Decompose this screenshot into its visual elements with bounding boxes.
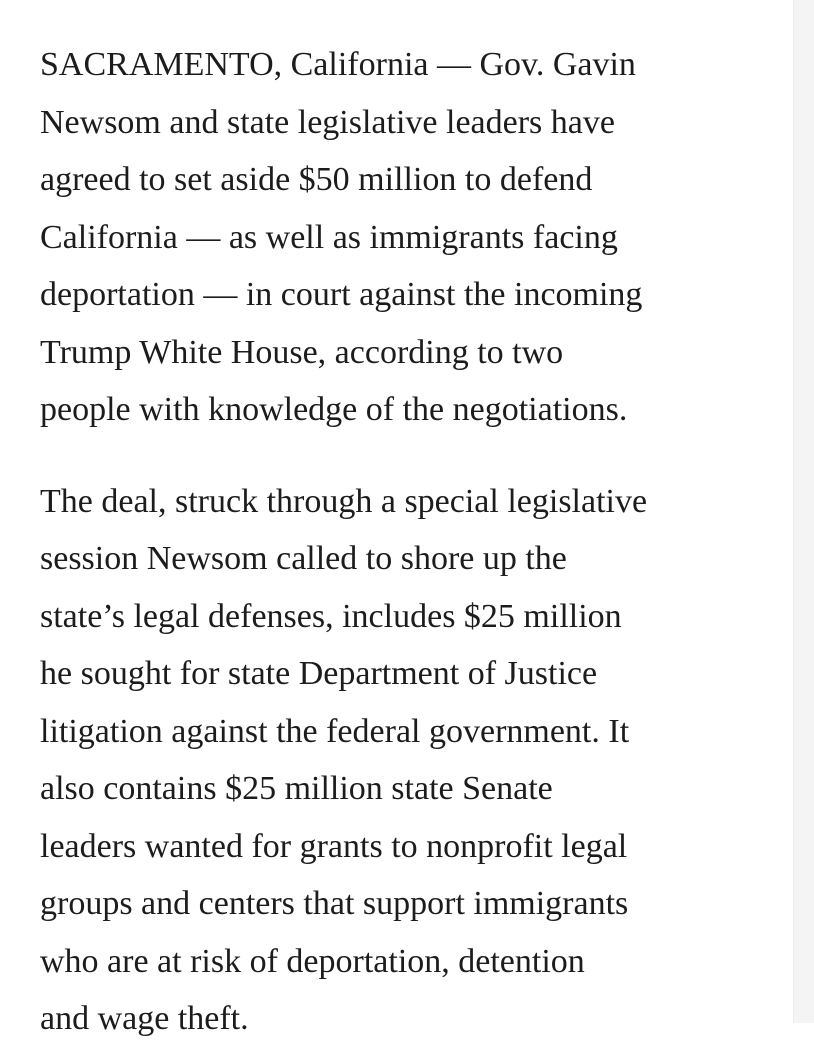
text-line: SACRAMENTO, California — Gov. Gavin (40, 46, 636, 83)
article-paragraph-2 (40, 473, 780, 1048)
text-line: he sought for state Department of Justice (40, 655, 598, 692)
text-line: state’s legal defenses, includes $25 million (40, 597, 622, 635)
text-line: people with knowledge of the negotiations. (40, 391, 628, 428)
text-line: deportation — in court against the incoming (40, 276, 643, 313)
text-line: groups and centers that support immigrants (40, 885, 629, 922)
text-line: agreed to set aside $50 million to defend (40, 161, 593, 198)
text-line: California — as well as immigrants facing (40, 218, 618, 256)
text-line: session Newsom called to shore up the (40, 540, 567, 577)
text-line: litigation against the federal government. It (40, 712, 630, 750)
paragraph-spacer (40, 439, 780, 473)
text-line: also contains $25 million state Senate (40, 770, 553, 807)
article-paragraph-1 (40, 36, 780, 439)
text-line: and wage theft. (40, 1000, 249, 1037)
text-line: Trump White House, according to two (40, 333, 564, 371)
text-line: The deal, struck through a special legislative (40, 482, 648, 520)
text-line: who are at risk of deportation, detention (40, 942, 585, 980)
article-body (40, 36, 780, 1048)
scrollbar-track[interactable] (793, 0, 814, 1023)
text-line: Newsom and state legislative leaders have (40, 103, 615, 141)
text-line: leaders wanted for grants to nonprofit legal (40, 827, 628, 865)
